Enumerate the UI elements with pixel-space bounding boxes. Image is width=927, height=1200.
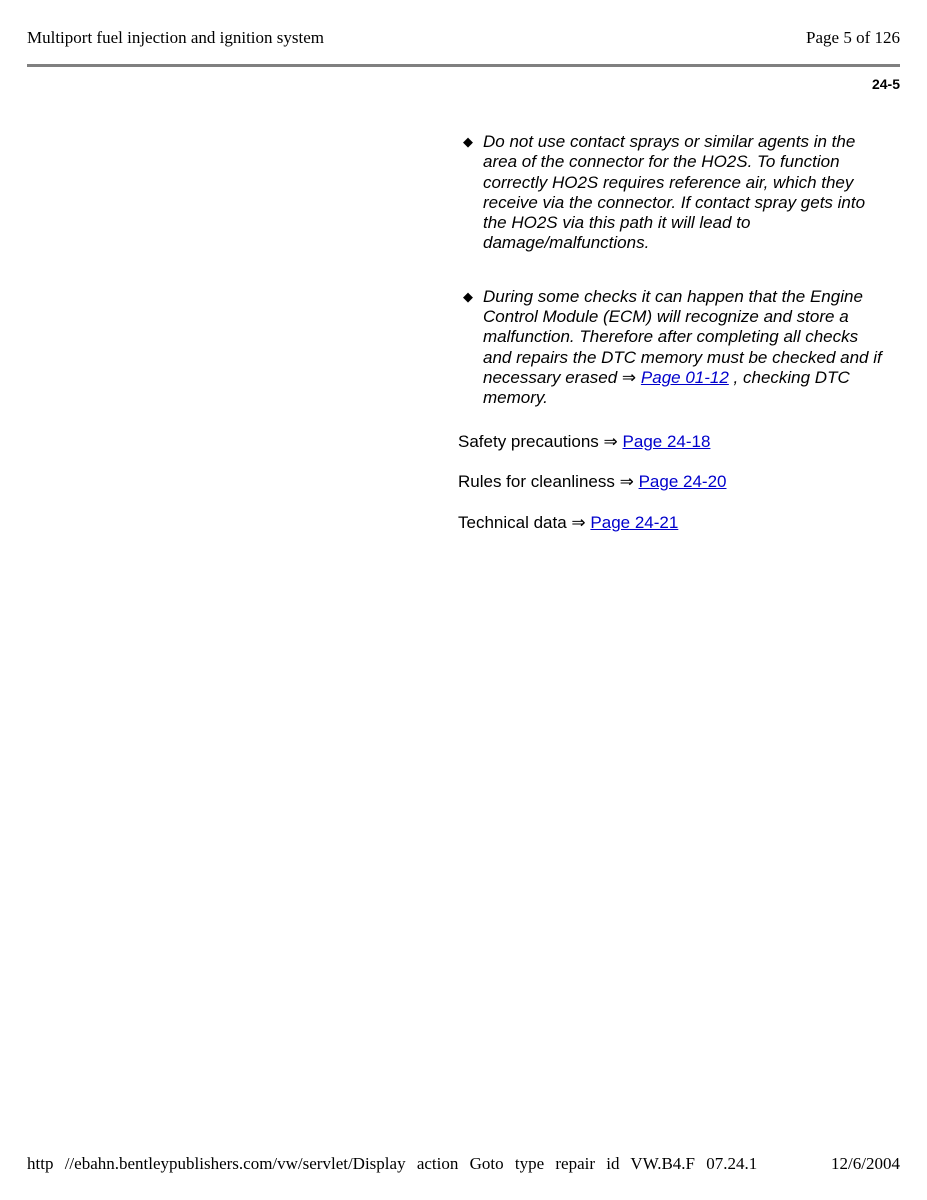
reference-rules-for-cleanliness: [458, 472, 888, 492]
section-number: 24-5: [871, 76, 900, 92]
link-page-24-20[interactable]: Page 24-20: [638, 472, 727, 492]
bullet-item: [458, 132, 888, 254]
document-title: Multiport fuel injection and ignition system: [27, 28, 324, 47]
print-date: 12/6/2004: [831, 1154, 900, 1173]
bullet-text: During some checks it can happen that the Engine Control Module (ECM) will recognize and store a malfunction. Therefore after completing all checks and repairs the DTC memory must be checked and if necessary erased: [483, 286, 882, 387]
diamond-bullet-icon: ◆: [463, 134, 473, 149]
diamond-bullet-icon: ◆: [463, 288, 473, 304]
bullet-text-tail: , checking DTC memory.: [483, 367, 850, 408]
arrow-icon: ⇒: [603, 431, 618, 451]
reference-safety-precautions: [458, 432, 888, 452]
page-header: [27, 28, 900, 50]
link-page-24-21[interactable]: Page 24-21: [590, 513, 679, 533]
arrow-icon: ⇒: [619, 472, 634, 492]
link-page-01-12[interactable]: Page 01-12: [640, 367, 729, 387]
link-page-24-18[interactable]: Page 24-18: [622, 431, 711, 451]
reference-label: Technical data: [458, 513, 567, 533]
source-url: http //ebahn.bentleypublishers.com/vw/servlet/Display action Goto type repair id VW.B4.F 07.24.1: [27, 1154, 758, 1173]
arrow-icon: ⇒: [621, 367, 637, 387]
main-content: [458, 132, 888, 554]
header-divider: [27, 64, 900, 67]
page-counter: Page 5 of 126: [806, 28, 900, 47]
reference-technical-data: [458, 513, 888, 533]
reference-label: Safety precautions: [458, 431, 599, 451]
bullet-item: [458, 287, 888, 409]
arrow-icon: ⇒: [571, 513, 586, 533]
reference-label: Rules for cleanliness: [458, 472, 615, 492]
bullet-text: Do not use contact sprays or similar agents in the area of the connector for the HO2S. To function correctly HO2S requires reference air, which they receive via the connector. If contact spray gets into the HO2S via this path it will lead to damage/malfunctions.: [483, 132, 866, 253]
